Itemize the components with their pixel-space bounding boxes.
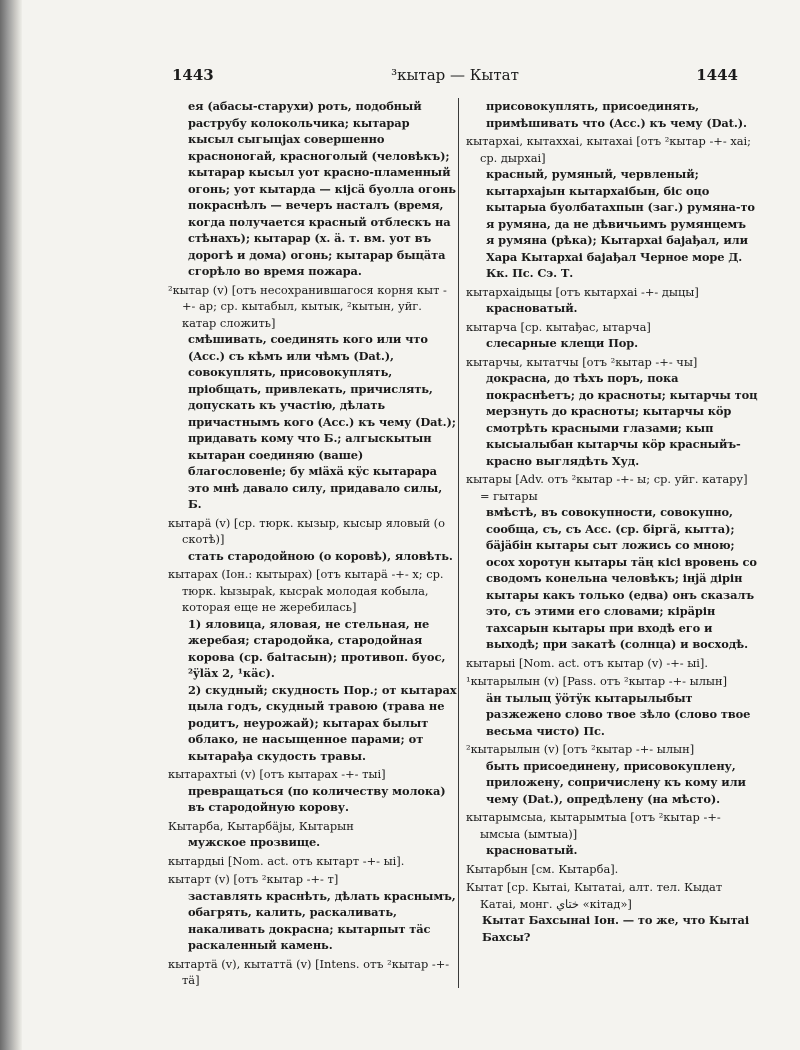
entry-definition: äн тылыц ÿöтÿк кытарылыбыт разжежено слово твое зѣло (слово твое весьма чисто) Пс. [486, 690, 751, 738]
entry-continuation [466, 98, 758, 131]
entry-kytart [168, 871, 458, 954]
entry-continuation [168, 98, 458, 280]
page-header [150, 60, 760, 90]
entry-definition: заставлять краснѣть, дѣлать краснымъ, обагрять, калить, раскаливать, накаливать докрасна; кытарпыт тäс раскаленный камень. [188, 888, 456, 952]
column-divider [458, 98, 459, 988]
entry-kytarbyn [466, 861, 758, 878]
entry-kytarymsya [466, 809, 758, 859]
entry-definition: смѣшивать, соединять кого или что (Acc.) съ кѣмъ или чѣмъ (Dat.), совокуплять, присовокуплять, пріобщать, привлекать, причислять, допускать къ участію, дѣлать причастнымъ кого (Acc.) къ чему (Dat.); придавать кому что Б.; алгыскытын кытаран соединяю (ваше) благословеніе; бу міäхä кÿс кытарара это мнѣ давало силу, придавало силы, Б. [188, 332, 456, 511]
entry-kytaryy [466, 655, 758, 672]
entry-definition: стать стародойною (о коровѣ), яловѣть. [188, 548, 453, 563]
entry-definition: красноватый. [486, 301, 578, 315]
entry-headword: ¹кытарылын (v) [Pass. отъ ²кытар -+- ылын] [466, 674, 728, 688]
entry-headword: кытардыі [Nom. act. отъ кытарт -+- ыі]. [168, 853, 405, 868]
entry-definition: слесарные клещи Пор. [486, 336, 638, 350]
entry-headword: Кытарбын [см. Кытарба]. [466, 861, 619, 876]
dictionary-page [150, 60, 760, 990]
entry-headword: кытарт (v) [отъ ²кытар -+- т] [168, 872, 339, 886]
entry-headword: кытартä (v), кытаттä (v) [Intens. отъ ²кытар -+- тä] [168, 956, 450, 987]
entry-headword: кытарымсыа, кытарымтыа [отъ ²кытар -+- ымсыа (ымтыа)] [466, 810, 721, 841]
entry-definition: красный, румяный, червленый; кытархаjын кытархаібын, біс оцо кытарыа буолбатахпын (заг.) румяна-то я румяна, да не дѣвичьимъ румянцемъ я румяна (рѣка); Кытархаі бајађал, или Хара Кытархаі бајађал Черное море Д. Кк. Пс. Сэ. Т. [486, 167, 755, 280]
entry-definition: быть присоединену, присовокуплену, приложену, сопричислену къ кому или чему (Dat.), опредѣлену (на мѣсто). [486, 758, 746, 806]
entry-definition: ея (абасы-старухи) роть, подобный раструбу колокольчика; кытарар кысыл сыгыцjах совершенно красноногай, красноголый (человѣкъ); кытарар кысыл уот красно-пламенный огонь; уот кытарда — кіjсä буолла огонь покраснѣлъ — вечеръ насталъ (время, когда получается красный отблескъ на стѣнахъ); кытарар (х. ä. т. вм. уот въ дорогѣ и дома) огонь; кытарар быцäта сгорѣло во время пожара. [188, 99, 456, 278]
left-column [168, 98, 458, 991]
entry-headword: кытары [Adv. отъ ²кытар -+- ы; ср. уйг. катару] = гытары [466, 472, 748, 503]
entry-definition: превращаться (по количеству молока) въ стародойную корову. [188, 783, 446, 814]
entry-kytarakh [168, 566, 458, 764]
entry-kytarkhai [466, 133, 758, 282]
entry-kytardy [168, 853, 458, 870]
entry-headword: кытархаідыцы [отъ кытархаі -+- дыцы] [466, 284, 699, 299]
entry-kytara [168, 515, 458, 565]
entry-kytarchy [466, 354, 758, 470]
entry-headword: кытарча [ср. кытађас, ытарча] [466, 319, 651, 334]
book-binding-shadow [0, 0, 22, 1050]
entry-sense-2: 2) скудный; скудность Пор.; от кытарах цыла годъ, скудный травою (трава не родитъ, неурожай); кытарах былыт облако, не насыщенное парами; от кытарађа скудость травы. [188, 682, 457, 763]
entry-headword: кытарахтыі (v) [отъ кытарах -+- тыі] [168, 767, 386, 781]
entry-kytarta [168, 956, 458, 989]
entry-headword: ²кытар (v) [отъ несохранившагося корня кыт -+- ар; ср. кытабыл, кытык, ²кытын, уйг. катар сложить] [168, 282, 447, 330]
entry-definition: мужское прозвище. [188, 835, 321, 849]
entry-headword: кытарыі [Nom. act. отъ кытар (v) -+- ыі]. [466, 655, 708, 670]
page-number-right: 1444 [696, 66, 738, 84]
entry-headword: Кытат [ср. Кытаі, Кытатаі, алт. тел. Кыдат Катаі, монг. ﺧﺘﺎﻱ «кітад»] [466, 880, 723, 911]
entry-definition: Кытат Бахсынаі Іон. — то же, что Кытаі Бахсы? [482, 913, 750, 944]
entry-definition: красноватый. [486, 843, 578, 857]
entry-definition: докрасна, до тѣхъ поръ, пока покраснѣетъ; до красноты; кытарчы тоц мерзнуть до красноты; кытарчы кöр смотрѣть красными глазами; кып кысыалыбан кытарчы кöр красныйъ-красно выглядѣть Худ. [486, 371, 758, 468]
entry-definition: вмѣстѣ, въ совокупности, совокупно, сообща, съ, съ Acc. (ср. бiргä, кытта); бäjäбiн кытары сыт ложись со мною; осох хоротун кытары тäң кісі вровень со сводомъ конельна человѣкъ; інjä дірін кытары какъ только (едва) онъ сказалъ это, съ этими его словами; кірäрін тахсарын кытары при входѣ его и выходѣ; при закатѣ (солнца) и восходѣ. [486, 505, 757, 651]
entry-headword: кытарчы, кытатчы [отъ ²кытар -+- чы] [466, 354, 698, 369]
entry-headword: Кытарба, Кытарбäjы, Кытарын [168, 818, 354, 833]
entry-kytarcha [466, 319, 758, 352]
entry-kytarakhty [168, 766, 458, 816]
entry-kytarkhaidyty [466, 284, 758, 317]
entry-headword: кытарä (v) [ср. тюрк. кызыр, кысыр яловый (о скотѣ)] [168, 515, 445, 546]
entry-definition: присовокуплять, присоединять, примѣшивать что (Acc.) къ чему (Dat.). [486, 99, 747, 130]
entry-kytar-2 [168, 282, 458, 513]
entry-kytary [466, 471, 758, 653]
entry-headword: кытарах (Іон.: кытырах) [отъ кытарä -+- х; ср. тюрк. kызырak, кысраk молодая кобыла, которая еще не жеребилась] [168, 567, 444, 614]
entry-headword: ²кытарылын (v) [отъ ²кытар -+- ылын] [466, 742, 695, 756]
entry-headword: кытархаі, кытаххаі, кытахаі [отъ ²кытар -+- хаі; ср. дырхаі] [466, 134, 752, 165]
page-number-left: 1443 [172, 66, 214, 84]
right-column [466, 98, 758, 947]
entry-kytarylyn-2 [466, 741, 758, 807]
entry-kytarylyn-1 [466, 673, 758, 739]
entry-kytat [466, 879, 758, 945]
entry-sense-1: 1) яловица, яловая, не стельная, не жеребая; стародойка, стародойная корова (ср. баітасын); противоп. буос, ²ÿläх 2, ¹кäс). [188, 616, 446, 680]
entry-kytarba [168, 818, 458, 851]
running-head: ³кытар — Кытат [391, 66, 519, 84]
